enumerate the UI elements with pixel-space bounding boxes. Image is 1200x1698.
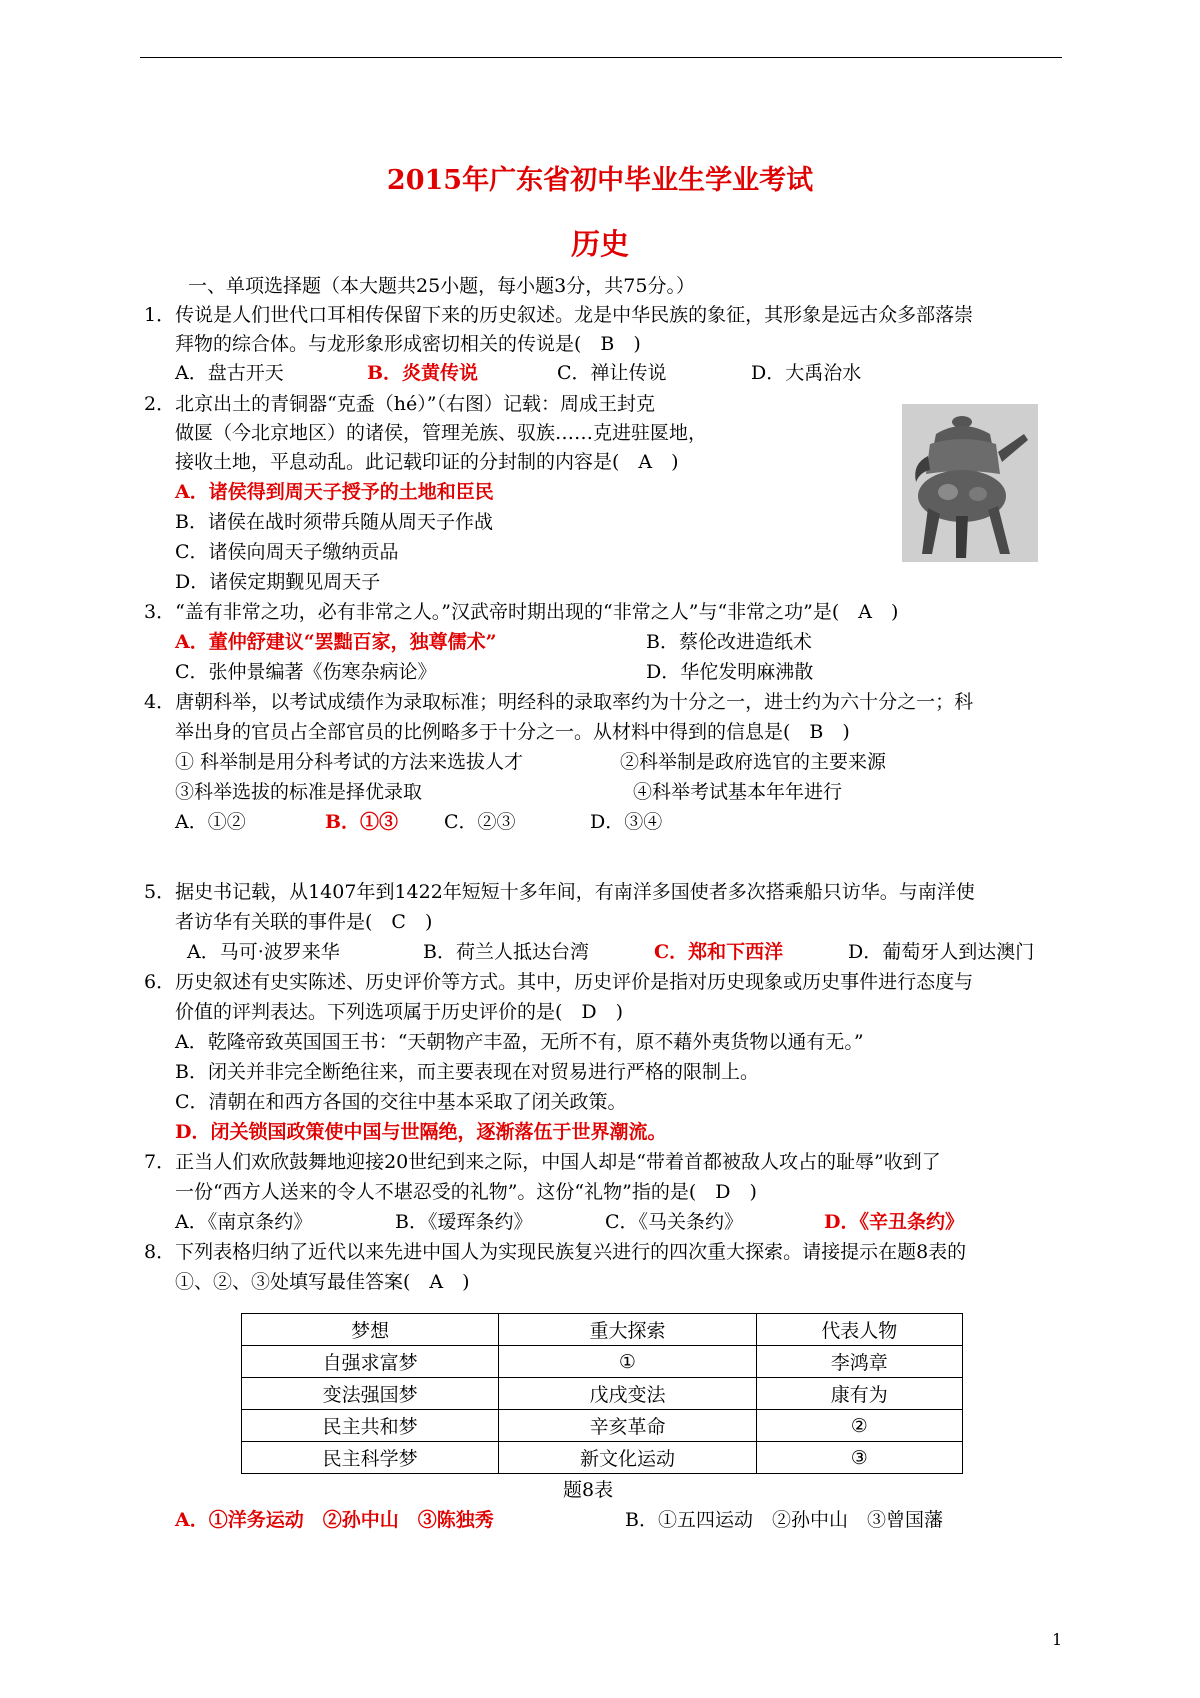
table-cell: ③	[756, 1442, 962, 1474]
q8-stem-line2: ①、②、③处填写最佳答案( A )	[175, 1271, 470, 1293]
q7-stem-line2: 一份“西方人送来的令人不堪忍受的礼物”。这份“礼物”指的是( D )	[175, 1181, 757, 1203]
table-header-cell: 梦想	[242, 1314, 499, 1346]
table-header-cell: 重大探索	[499, 1314, 756, 1346]
table-cell: ①	[499, 1346, 756, 1378]
q4-item-1: ① 科举制是用分科考试的方法来选拔人才	[175, 751, 524, 773]
q5-option-a: A．马可·波罗来华	[187, 941, 340, 963]
exam-title: 2015年广东省初中毕业生学业考试	[386, 165, 814, 196]
q5-option-b: B．荷兰人抵达台湾	[423, 941, 589, 963]
q1-stem-line1: 1．传说是人们世代口耳相传保留下来的历史叙述。龙是中华民族的象征，其形象是远古众多部落崇	[144, 304, 974, 326]
q3-option-d: D．华佗发明麻沸散	[646, 661, 814, 683]
q2-option-a-answer: A．诸侯得到周天子授予的土地和臣民	[175, 481, 494, 503]
q4-stem-line1: 4．唐朝科举，以考试成绩作为录取标准；明经科的录取率约为十分之一，进士约为六十分之一；科	[144, 691, 974, 713]
table-row	[242, 1378, 963, 1410]
subject-title: 历史	[570, 227, 629, 261]
q7-option-d-answer: D．《辛丑条约》	[824, 1211, 964, 1233]
table-row	[242, 1410, 963, 1442]
q2-option-b: B．诸侯在战时须带兵随从周天子作战	[175, 511, 493, 533]
header-rule	[140, 57, 1062, 58]
q1-stem-line2: 拜物的综合体。与龙形象形成密切相关的传说是( B )	[175, 333, 641, 355]
q4-item-2: ②科举制是政府选官的主要来源	[620, 751, 887, 773]
bronze-vessel-photo-icon	[902, 404, 1038, 562]
table-header-cell: 代表人物	[756, 1314, 962, 1346]
table-header-row	[242, 1314, 963, 1346]
table-cell: 自强求富梦	[242, 1346, 499, 1378]
q4-option-c: C．②③	[444, 811, 516, 833]
q2-stem-line2: 做匽（今北京地区）的诸侯，管理羌族、驭族……克进驻匽地，	[175, 422, 708, 444]
table-row	[242, 1442, 963, 1474]
table-row	[242, 1346, 963, 1378]
table-cell: 李鸿章	[756, 1346, 962, 1378]
section-heading: 一、单项选择题（本大题共25小题，每小题3分，共75分。）	[188, 275, 695, 297]
q4-option-a: A．①②	[175, 811, 246, 833]
q2-option-c: C．诸侯向周天子缴纳贡品	[175, 541, 399, 563]
q3-option-a-answer: A．董仲舒建议“罢黜百家，独尊儒术”	[175, 631, 497, 653]
q2-stem-line1: 2．北京出土的青铜器“克盉（hé）”（右图）记载：周成王封克	[144, 393, 655, 415]
q4-option-d: D．③④	[590, 811, 663, 833]
q7-option-b: B．《瑷珲条约》	[395, 1211, 533, 1233]
table-cell: ②	[756, 1410, 962, 1442]
q6-option-c: C．清朝在和西方各国的交往中基本采取了闭关政策。	[175, 1091, 627, 1113]
table-cell: 民主科学梦	[242, 1442, 499, 1474]
q5-option-d: D．葡萄牙人到达澳门	[848, 941, 1035, 963]
q2-option-d: D．诸侯定期觐见周天子	[175, 571, 381, 593]
q3-option-b: B．蔡伦改进造纸术	[646, 631, 812, 653]
q4-option-b-answer: B．①③	[325, 811, 399, 833]
q1-option-c: C．禅让传说	[557, 362, 667, 384]
table-cell: 变法强国梦	[242, 1378, 499, 1410]
q8-table	[241, 1313, 963, 1474]
q8-stem-line1: 8．下列表格归纳了近代以来先进中国人为实现民族复兴进行的四次重大探索。请接提示在题8表的	[144, 1241, 967, 1263]
table-cell: 辛亥革命	[499, 1410, 756, 1442]
table-cell: 民主共和梦	[242, 1410, 499, 1442]
q8-option-a-answer: A．①洋务运动 ②孙中山 ③陈独秀	[175, 1509, 494, 1531]
page-number: 1	[1052, 1630, 1063, 1649]
q1-option-d: D．大禹治水	[751, 362, 862, 384]
q7-option-a: A．《南京条约》	[175, 1211, 313, 1233]
q5-stem-line2: 者访华有关联的事件是( C )	[175, 911, 433, 933]
q8-table-caption: 题8表	[563, 1479, 614, 1501]
q8-option-b: B．①五四运动 ②孙中山 ③曾国藩	[625, 1509, 943, 1531]
q1-option-a: A．盘古开天	[175, 362, 284, 384]
q5-option-c-answer: C．郑和下西洋	[654, 941, 784, 963]
q6-stem-line2: 价值的评判表达。下列选项属于历史评价的是( D )	[175, 1001, 624, 1023]
q6-option-d-answer: D．闭关锁国政策使中国与世隔绝，逐渐落伍于世界潮流。	[175, 1121, 667, 1143]
q4-stem-line2: 举出身的官员占全部官员的比例略多于十分之一。从材料中得到的信息是( B )	[175, 721, 850, 743]
q7-stem-line1: 7．正当人们欢欣鼓舞地迎接20世纪到来之际，中国人却是“带着首都被敌人攻占的耻辱”收到了	[144, 1151, 941, 1173]
q3-stem: 3．“盖有非常之功，必有非常之人。”汉武帝时期出现的“非常之人”与“非常之功”是( A )	[144, 601, 899, 623]
q5-stem-line1: 5．据史书记载，从1407年到1422年短短十多年间，有南洋多国使者多次搭乘船只访华。与南洋使	[144, 881, 975, 903]
table-cell: 康有为	[756, 1378, 962, 1410]
q1-option-b-answer: B．炎黄传说	[367, 362, 479, 384]
q6-option-b: B．闭关并非完全断绝往来，而主要表现在对贸易进行严格的限制上。	[175, 1061, 759, 1083]
q4-item-3: ③科举选拔的标准是择优录取	[175, 781, 423, 803]
q4-item-4: ④科举考试基本年年进行	[633, 781, 843, 803]
table-cell: 戊戌变法	[499, 1378, 756, 1410]
q2-stem-line3: 接收土地，平息动乱。此记载印证的分封制的内容是( A )	[175, 451, 679, 473]
table-cell: 新文化运动	[499, 1442, 756, 1474]
q6-stem-line1: 6．历史叙述有史实陈述、历史评价等方式。其中，历史评价是指对历史现象或历史事件进行态度与	[144, 971, 974, 993]
q7-option-c: C．《马关条约》	[605, 1211, 744, 1233]
q3-option-c: C．张仲景编著《伤寒杂病论》	[175, 661, 437, 683]
q6-option-a: A．乾隆帝致英国国王书：“天朝物产丰盈，无所不有，原不藉外夷货物以通有无。”	[175, 1031, 864, 1053]
